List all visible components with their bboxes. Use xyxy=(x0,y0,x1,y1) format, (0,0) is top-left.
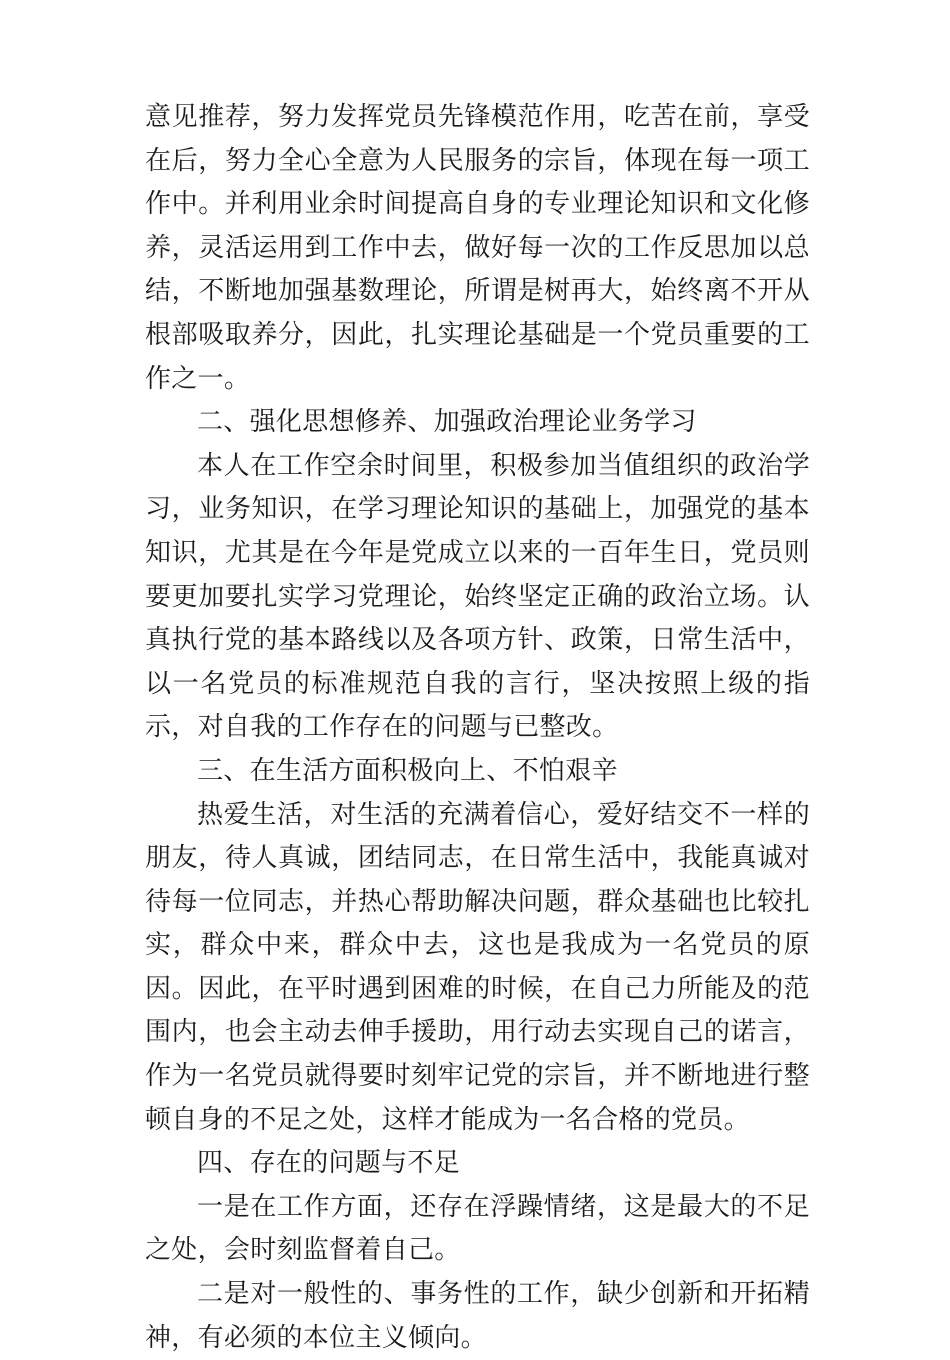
paragraph-continuation: 意见推荐，努力发挥党员先锋模范作用，吃苦在前，享受在后，努力全心全意为人民服务的宗旨，体现在每一项工作中。并利用业余时间提高自身的专业理论知识和文化修养，灵活运用到工作中去，做好每一次的工作反思加以总结，不断地加强基数理论，所谓是树再大，始终离不开从根部吸取养分，因此，扎实理论基础是一个党员重要的工作之一。 xyxy=(145,102,810,394)
paragraph: 一是在工作方面，还存在浮躁情绪，这是最大的不足之处，会时刻监督着自己。 xyxy=(145,1191,810,1266)
section-heading-4: 四、存在的问题与不足 xyxy=(197,1148,461,1179)
section-heading-2: 二、强化思想修养、加强政治理论业务学习 xyxy=(197,407,697,438)
section-heading-3: 三、在生活方面积极向上、不怕艰辛 xyxy=(197,755,618,786)
paragraph: 热爱生活，对生活的充满着信心，爱好结交不一样的朋友，待人真诚，团结同志，在日常生活中，我能真诚对待每一位同志，并热心帮助解决问题，群众基础也比较扎实，群众中来，群众中去，这也是我成为一名党员的原因。因此，在平时遇到困难的时候，在自己力所能及的范围内，也会主动去伸手援助，用行动去实现自己的诺言，作为一名党员就得要时刻牢记党的宗旨，并不断地进行整顿自身的不足之处，这样才能成为一名合格的党员。 xyxy=(145,799,810,1135)
paragraph: 本人在工作空余时间里，积极参加当值组织的政治学习，业务知识，在学习理论知识的基础上，加强党的基本知识，尤其是在今年是党成立以来的一百年生日，党员则要更加要扎实学习党理论，始终坚定正确的政治立场。认真执行党的基本路线以及各项方针、政策，日常生活中，以一名党员的标准规范自我的言行，坚决按照上级的指示，对自我的工作存在的问题与已整改。 xyxy=(145,450,810,743)
paragraph: 二是对一般性的、事务性的工作，缺少创新和开拓精神，有必须的本位主义倾向。 xyxy=(145,1279,810,1353)
document-body xyxy=(145,96,810,1360)
